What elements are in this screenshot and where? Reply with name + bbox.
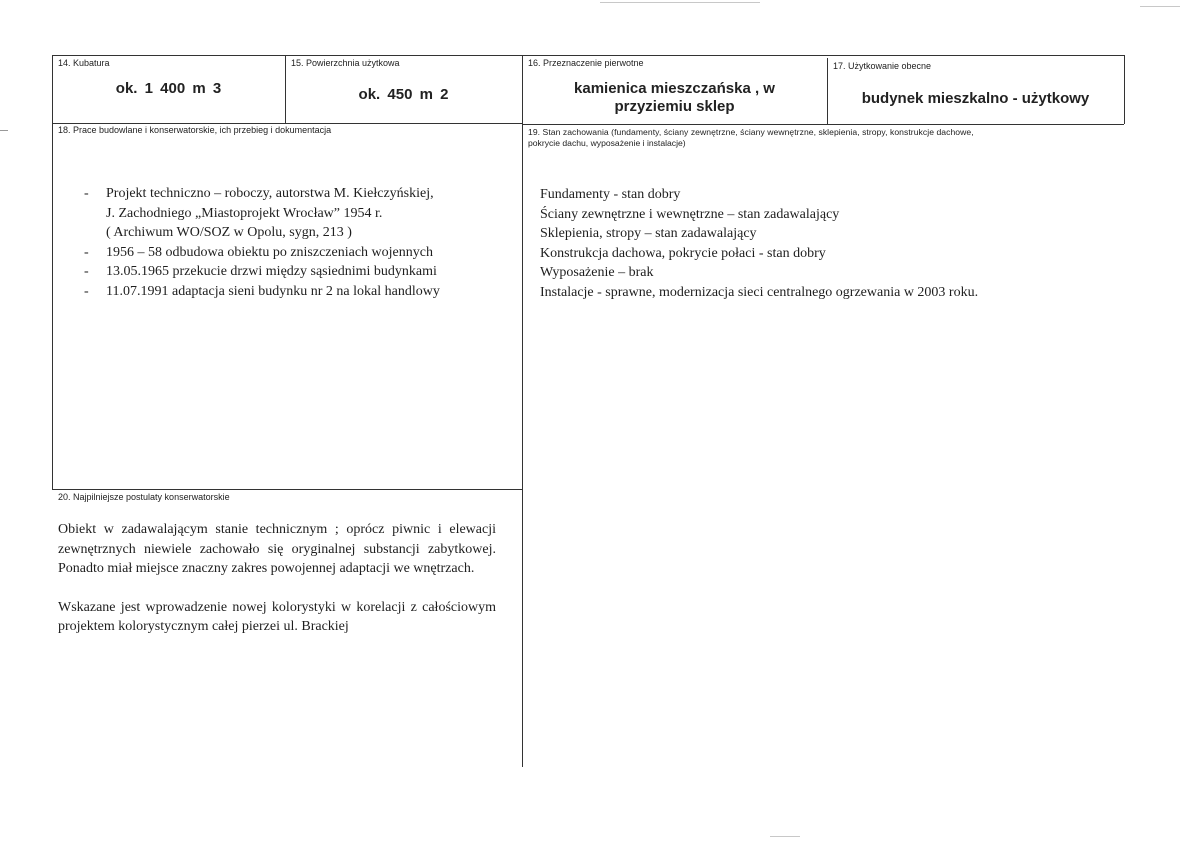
field18-list xyxy=(84,184,514,301)
scan-artifact-top xyxy=(600,2,760,3)
field18-item xyxy=(84,262,514,282)
field19-item: Fundamenty - stan dobry xyxy=(540,187,681,202)
field19-label-line2: pokrycie dachu, wyposażenie i instalacje) xyxy=(528,138,686,148)
field18-item-dash: - xyxy=(84,186,89,201)
field15-value: ok. 450 m 2 xyxy=(358,86,449,103)
field18-item-dash: - xyxy=(84,244,89,260)
field18-item-dash: - xyxy=(84,264,89,279)
scan-artifact-top-right xyxy=(1140,6,1180,7)
field18-item-dash: - xyxy=(84,283,89,299)
field18-item-text: ( Archiwum WO/SOZ w Opolu, sygn, 213 ) xyxy=(106,225,352,240)
field18-item xyxy=(84,243,514,263)
field17-label: 17. Użytkowanie obecne xyxy=(833,61,932,71)
field16-value-line1: kamienica mieszczańska , w xyxy=(574,80,775,97)
top-border xyxy=(52,55,1124,56)
field20-paragraph1: Obiekt w zadawalającym stanie technicznym ; oprócz piwnic i elewacji zewnętrznych niewiele zachowało się oryginalnej substancji zabytkowej. Ponadto miał miejsce znaczny zakres powojennej adaptacji we wnętrzach. xyxy=(58,522,496,576)
field18-item xyxy=(84,204,514,224)
field18-item-text: 1956 – 58 odbudowa obiektu po zniszczeniach wojennych xyxy=(106,244,433,260)
right-border xyxy=(1124,55,1125,124)
field20-label: 20. Najpilniejsze postulaty konserwatorskie xyxy=(58,492,230,502)
scan-artifact-left xyxy=(0,130,8,131)
left-border xyxy=(52,55,53,490)
field19-item: Sklepienia, stropy – stan zadawalający xyxy=(540,226,757,241)
field18-list-wrapper xyxy=(84,184,514,301)
header-bottom-border-right xyxy=(522,124,1124,125)
field16-value-line2: przyziemiu sklep xyxy=(614,98,735,115)
field18-item xyxy=(84,184,514,204)
field14-label: 14. Kubatura xyxy=(58,58,110,68)
field18-item-text: Projekt techniczno – roboczy, autorstwa M. Kiełczyńskiej, xyxy=(106,186,434,201)
field15-label: 15. Powierzchnia użytkowa xyxy=(291,58,400,68)
center-divider xyxy=(522,55,523,767)
field18-item xyxy=(84,282,514,302)
field19-item: Konstrukcja dachowa, pokrycie połaci - stan dobry xyxy=(540,245,826,261)
row-divider-field20 xyxy=(52,489,522,490)
field20-paragraph2: Wskazane jest wprowadzenie nowej kolorystyki w korelacji z całościowym projektem kolorystycznym całej pierzei ul. Brackiej xyxy=(58,599,496,634)
field19-list-wrapper xyxy=(540,185,1115,302)
header-bottom-border-left xyxy=(52,123,522,124)
field19-list xyxy=(540,185,1115,302)
field17-value: budynek mieszkalno - użytkowy xyxy=(861,90,1090,107)
field19-item: Ściany zewnętrzne i wewnętrzne – stan zadawalający xyxy=(540,206,840,222)
field19-item: Instalacje - sprawne, modernizacja sieci centralnego ogrzewania w 2003 roku. xyxy=(540,284,979,300)
field18-item-text: 11.07.1991 adaptacja sieni budynku nr 2 na lokal handlowy xyxy=(106,283,440,299)
field14-value: ok. 1 400 m 3 xyxy=(115,80,222,97)
field16-label: 16. Przeznaczenie pierwotne xyxy=(528,58,644,68)
field18-item xyxy=(84,223,514,243)
field20-text xyxy=(58,520,496,637)
field19-item: Wyposażenie – brak xyxy=(540,265,654,280)
field18-label: 18. Prace budowlane i konserwatorskie, ich przebieg i dokumentacja xyxy=(58,125,332,135)
field18-item-text: 13.05.1965 przekucie drzwi między sąsiednimi budynkami xyxy=(106,264,437,279)
field19-label-line1: 19. Stan zachowania (fundamenty, ściany zewnętrzne, ściany wewnętrzne, sklepienia, stropy, konstrukcje dachowe, xyxy=(528,127,974,137)
scan-artifact-bottom xyxy=(770,836,800,837)
field18-item-text: J. Zachodniego „Miastoprojekt Wrocław” 1954 r. xyxy=(106,205,383,221)
